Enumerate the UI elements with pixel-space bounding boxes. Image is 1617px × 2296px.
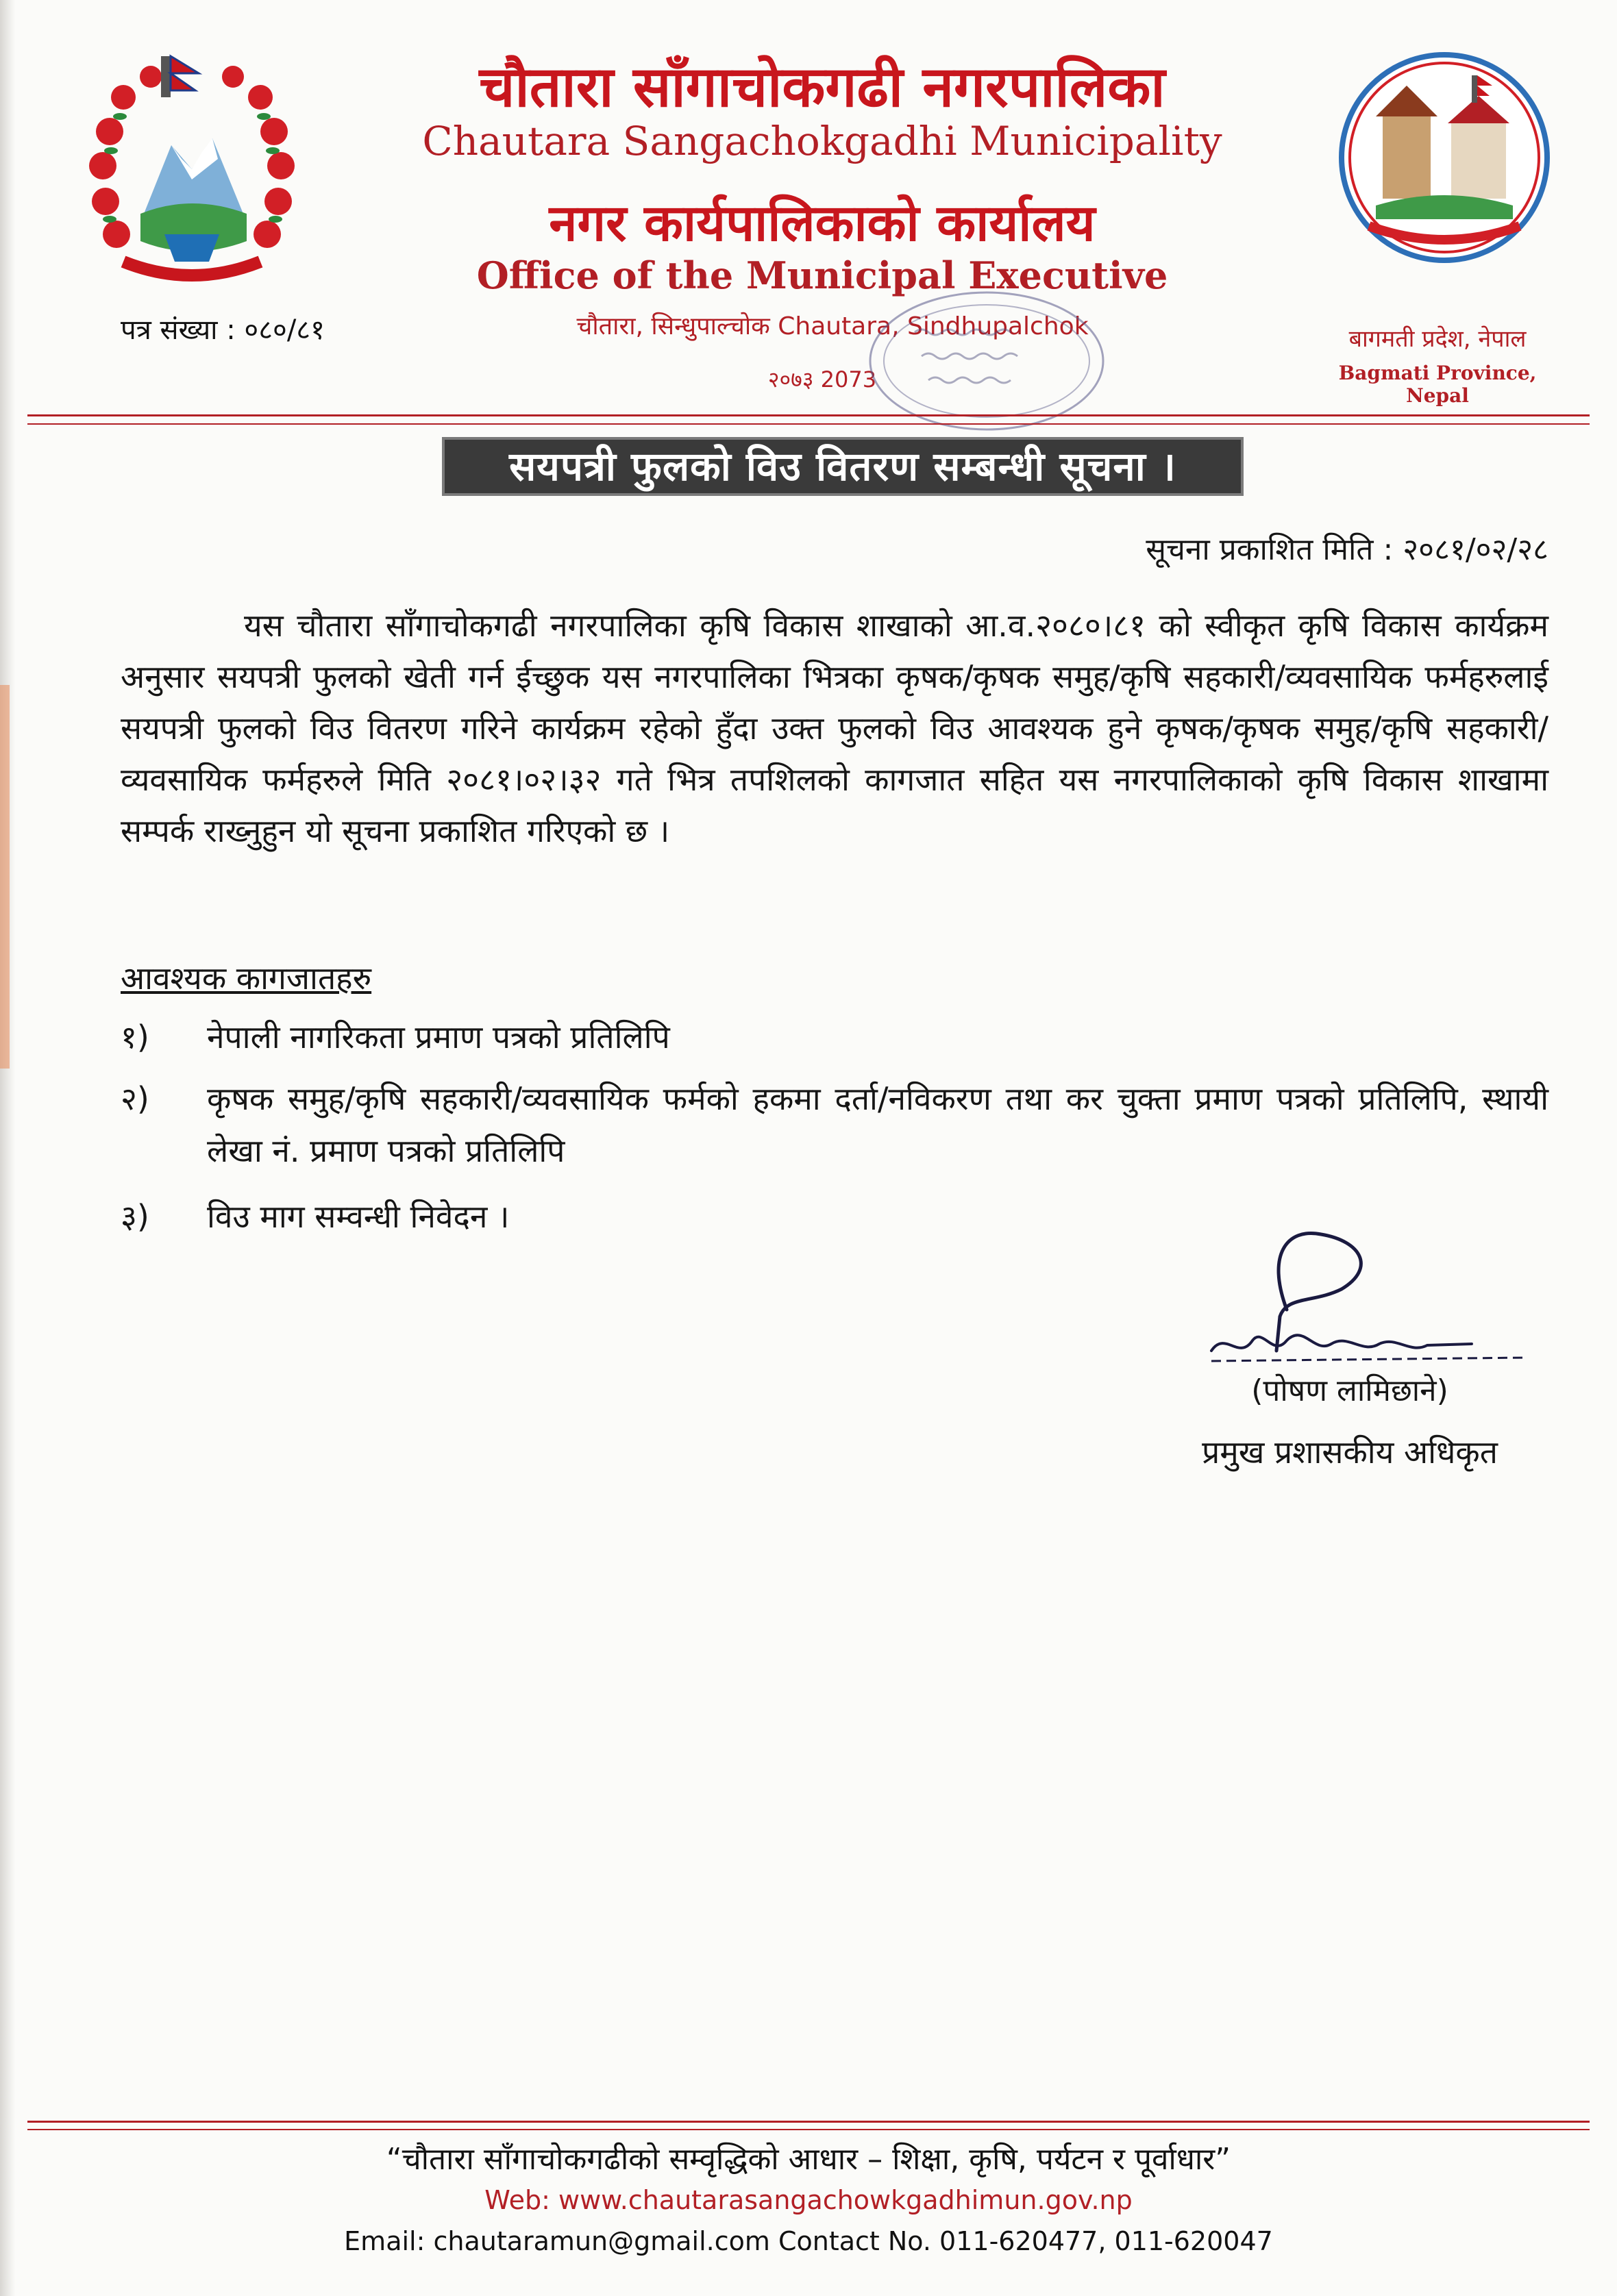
- municipality-logo-icon: [1335, 48, 1554, 267]
- signatory-name: (पोषण लामिछाने): [1251, 1373, 1448, 1408]
- footer-divider: [27, 2121, 1590, 2123]
- publish-date: सूचना प्रकाशित मिति : २०८१/०२/२८: [1146, 532, 1548, 567]
- established-year: २०७३ 2073: [767, 366, 877, 392]
- office-address: चौतारा, सिन्धुपाल्चोक Chautara, Sindhupalchok: [576, 312, 1089, 340]
- nepal-emblem-icon: [82, 42, 301, 303]
- footer-divider-thin: [27, 2129, 1590, 2130]
- scan-edge-tint: [0, 685, 10, 1069]
- office-title-np: नगर कार्यपालिकाको कार्यालय: [549, 194, 1096, 253]
- footer-contact: Email: chautaramun@gmail.com Contact No. 011-620477, 011-620047: [344, 2226, 1273, 2256]
- office-title-en: Office of the Municipal Executive: [476, 253, 1168, 297]
- document-item-number: ३): [121, 1198, 149, 1235]
- website-link[interactable]: www.chautarasangachowkgadhimun.gov.np: [558, 2185, 1133, 2215]
- notice-title: सयपत्री फुलको विउ वितरण सम्बन्धी सूचना ।: [442, 437, 1244, 496]
- required-documents-heading: आवश्यक कागजातहरु: [121, 960, 372, 997]
- website-label: Web:: [484, 2185, 550, 2215]
- municipality-title-en: Chautara Sangachokgadhi Municipality: [422, 118, 1222, 164]
- reference-number: पत्र संख्या : ०८०/८१: [121, 314, 325, 346]
- footer-website: [206, 2185, 1411, 2215]
- document-item-text: कृषक समुह/कृषि सहकारी/व्यवसायिक फर्मको हकमा दर्ता/नविकरण तथा कर चुक्ता प्रमाण पत्रको प्रतिलिपि, स्थायी लेखा नं. प्रमाण पत्रको प्रतिलिपि: [207, 1080, 1548, 1169]
- province-np: बागमती प्रदेश, नेपाल: [1348, 325, 1527, 353]
- document-item: [121, 1073, 1548, 1177]
- handwritten-signature: [1184, 1214, 1540, 1371]
- document-item-number: २): [121, 1080, 149, 1117]
- notice-body: यस चौतारा साँगाचोकगढी नगरपालिका कृषि विकास शाखाको आ.व.२०८०।८१ को स्वीकृत कृषि विकास कार्यक्रम अनुसार सयपत्री फुलको खेती गर्न ईच्छुक यस नगरपालिका भित्रका कृषक/कृषक समुह/कृषि सहकारी/व्यवसायिक फर्महरुलाई सयपत्री फुलको विउ वितरण गरिने कार्यक्रम रहेको हुँदा उक्त फुलको विउ आवश्यक हुने कृषक/कृषक समुह/कृषि सहकारी/व्यवसायिक फर्महरुले मिति २०८१।०२।३२ गते भित्र तपशिलको कागजात सहित यस नगरपालिकाको कृषि विकास शाखामा सम्पर्क राख्नुहुन यो सूचना प्रकाशित गरिएको छ ।: [121, 607, 1548, 849]
- document-item-text: नेपाली नागरिकता प्रमाण पत्रको प्रतिलिपि: [207, 1019, 670, 1056]
- document-item: [121, 1011, 1548, 1063]
- document-item-text: विउ माग सम्वन्धी निवेदन ।: [207, 1198, 510, 1235]
- header-divider-thin: [27, 423, 1590, 425]
- footer-slogan: “चौतारा साँगाचोकगढीको सम्वृद्धिको आधार – शिक्षा, कृषि, पर्यटन र पूर्वाधार”: [386, 2142, 1231, 2177]
- document-item-number: १): [121, 1019, 149, 1056]
- province-en: Bagmati Province, Nepal: [1338, 362, 1537, 407]
- signatory-title: प्रमुख प्रशासकीय अधिकृत: [1202, 1434, 1498, 1471]
- scan-edge: [0, 0, 15, 2296]
- municipality-title-np: चौतारा साँगाचोकगढी नगरपालिका: [479, 55, 1165, 120]
- header-divider: [27, 414, 1590, 416]
